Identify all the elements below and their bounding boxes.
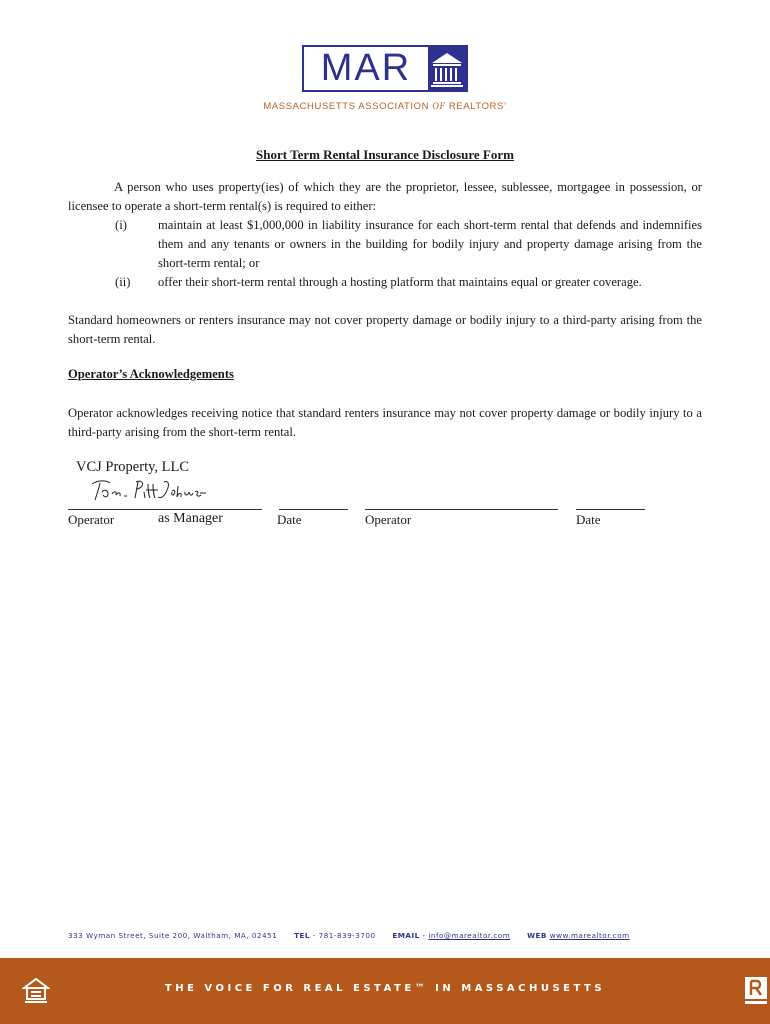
list-item-text: maintain at least $1,000,000 in liability insurance for each short-term rental that defends and indemnifies them and any tenants or owners in the building for bodily injury and property damage arising from the short-term rental; or bbox=[158, 218, 702, 270]
association-name-part: REALTORS’ bbox=[448, 101, 507, 112]
date-line bbox=[279, 509, 348, 510]
association-name-of: OF bbox=[432, 101, 446, 111]
list-item-number: (ii) bbox=[115, 275, 131, 289]
logo-letters: MAR bbox=[320, 47, 412, 89]
association-name bbox=[249, 101, 521, 112]
footer-address: 333 Wyman Street, Suite 200, Waltham, MA, 02451 bbox=[68, 931, 278, 940]
email-label: EMAIL bbox=[392, 931, 420, 940]
building-icon bbox=[428, 47, 466, 90]
association-name-part: MASSACHUSETTS ASSOCIATION bbox=[263, 101, 430, 112]
mar-logo bbox=[302, 45, 468, 92]
footer-email: EMAIL - info@marealtor.com bbox=[392, 931, 511, 940]
company-name: VCJ Property, LLC bbox=[76, 459, 190, 475]
realtor-r-icon bbox=[744, 976, 768, 1011]
footer-tel: TEL - 781-839-3700 bbox=[294, 931, 376, 940]
date-line bbox=[576, 509, 645, 510]
footer-band bbox=[0, 958, 770, 1024]
list-item-number: (i) bbox=[115, 218, 127, 232]
signature-line bbox=[365, 509, 558, 510]
web-label: WEB bbox=[527, 931, 547, 940]
tel-label: TEL bbox=[294, 931, 310, 940]
date-label: Date bbox=[576, 512, 601, 527]
footer-slogan: THE VOICE FOR REAL ESTATE™ IN MASSACHUSETTS bbox=[164, 983, 606, 994]
intro-paragraph: A person who uses property(ies) of which they are the proprietor, lessee, sublessee, mortgagee in possession, or licensee to operate a short-term rental(s) is required to either: bbox=[68, 180, 702, 213]
as-manager-label: as Manager bbox=[158, 511, 223, 526]
email-link[interactable]: info@marealtor.com bbox=[428, 931, 511, 940]
web-link[interactable]: www.marealtor.com bbox=[549, 931, 630, 940]
acknowledgement-text: Operator acknowledges receiving notice that standard renters insurance may not cover property damage or bodily injury to a third-party arising from the short-term rental. bbox=[68, 406, 702, 439]
date-label: Date bbox=[277, 512, 302, 527]
tel-number: 781-839-3700 bbox=[318, 931, 376, 940]
operator-label: Operator bbox=[68, 512, 115, 527]
standard-notice: Standard homeowners or renters insurance may not cover property damage or bodily injury to a third-party arising from the short-term rental. bbox=[68, 313, 702, 346]
footer-web bbox=[527, 931, 630, 940]
operator-label: Operator bbox=[365, 512, 412, 527]
signature-line bbox=[68, 509, 262, 510]
footer-contact bbox=[68, 931, 644, 940]
handwritten-signature bbox=[88, 478, 208, 509]
form-title: Short Term Rental Insurance Disclosure Form bbox=[256, 147, 514, 162]
list-item-text: offer their short-term rental through a hosting platform that maintains equal or greater coverage. bbox=[158, 275, 642, 289]
acknowledgements-heading: Operator’s Acknowledgements bbox=[68, 367, 234, 381]
